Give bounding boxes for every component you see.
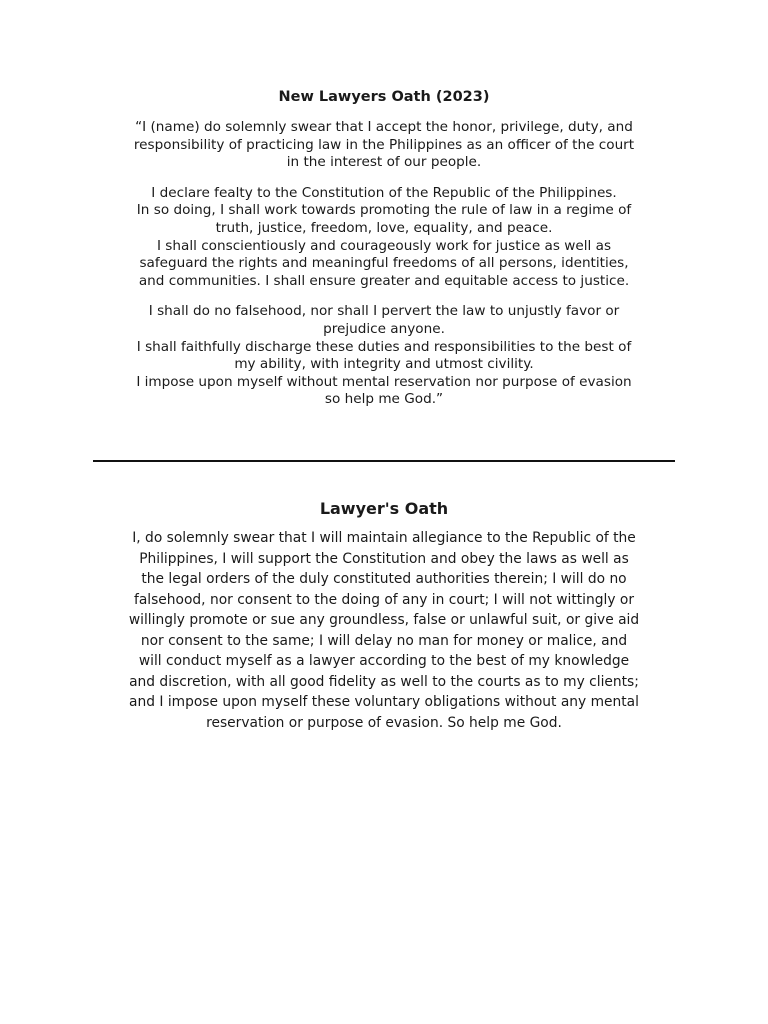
text-line: safeguard the rights and meaningful freedoms of all persons, identities,: [139, 255, 629, 272]
section-divider: [93, 460, 675, 462]
text-line: I declare fealty to the Constitution of the Republic of the Philippines.: [151, 184, 617, 201]
lawyers-oath-title: Lawyer's Oath: [319, 499, 449, 518]
text-line: and I impose upon myself these voluntary obligations without any mental: [129, 694, 639, 710]
text-line: responsibility of practicing law in the Philippines as an officer of the court: [133, 136, 635, 153]
text-line: I shall faithfully discharge these duties and responsibilities to the best of: [136, 338, 632, 355]
text-line: “I (name) do solemnly swear that I accept the honor, privilege, duty, and: [135, 119, 633, 135]
text-line: falsehood, nor consent to the doing of any in court; I will not wittingly or: [133, 591, 635, 608]
text-line: nor consent to the same; I will delay no man for money or malice, and: [140, 632, 628, 649]
text-line: reservation or purpose of evasion. So help me God.: [206, 714, 562, 731]
lawyers-oath-section: [84, 498, 684, 733]
text-line: will conduct myself as a lawyer according to the best of my knowledge: [138, 653, 630, 669]
lawyers-oath-body: [84, 528, 684, 733]
text-line: willingly promote or sue any groundless, false or unlawful suit, or give aid: [128, 612, 640, 628]
new-oath-paragraph-3: [84, 303, 684, 409]
new-oath-title: New Lawyers Oath (2023): [278, 89, 490, 105]
text-line: my ability, with integrity and utmost civility.: [234, 356, 534, 373]
text-line: truth, justice, freedom, love, equality, and peace.: [215, 219, 553, 236]
new-oath-paragraph-1: [84, 119, 684, 172]
text-line: I, do solemnly swear that I will maintain allegiance to the Republic of the: [132, 530, 636, 546]
text-line: and communities. I shall ensure greater and equitable access to justice.: [138, 272, 630, 289]
text-line: In so doing, I shall work towards promoting the rule of law in a regime of: [136, 202, 632, 219]
new-oath-paragraph-2: [84, 185, 684, 291]
text-line: Philippines, I will support the Constitution and obey the laws as well as: [139, 550, 629, 567]
text-line: I impose upon myself without mental reservation nor purpose of evasion: [136, 373, 632, 390]
text-line: I shall do no falsehood, nor shall I pervert the law to unjustly favor or: [148, 303, 620, 320]
text-line: I shall conscientiously and courageously work for justice as well as: [156, 237, 612, 254]
text-line: the legal orders of the duly constituted authorities therein; I will do no: [141, 571, 627, 587]
text-line: prejudice anyone.: [323, 320, 445, 337]
new-lawyers-oath-section: [84, 88, 684, 422]
text-line: in the interest of our people.: [286, 154, 482, 171]
text-line: and discretion, with all good fidelity as well to the courts as to my clients;: [129, 673, 639, 690]
text-line: so help me God.”: [324, 391, 444, 408]
